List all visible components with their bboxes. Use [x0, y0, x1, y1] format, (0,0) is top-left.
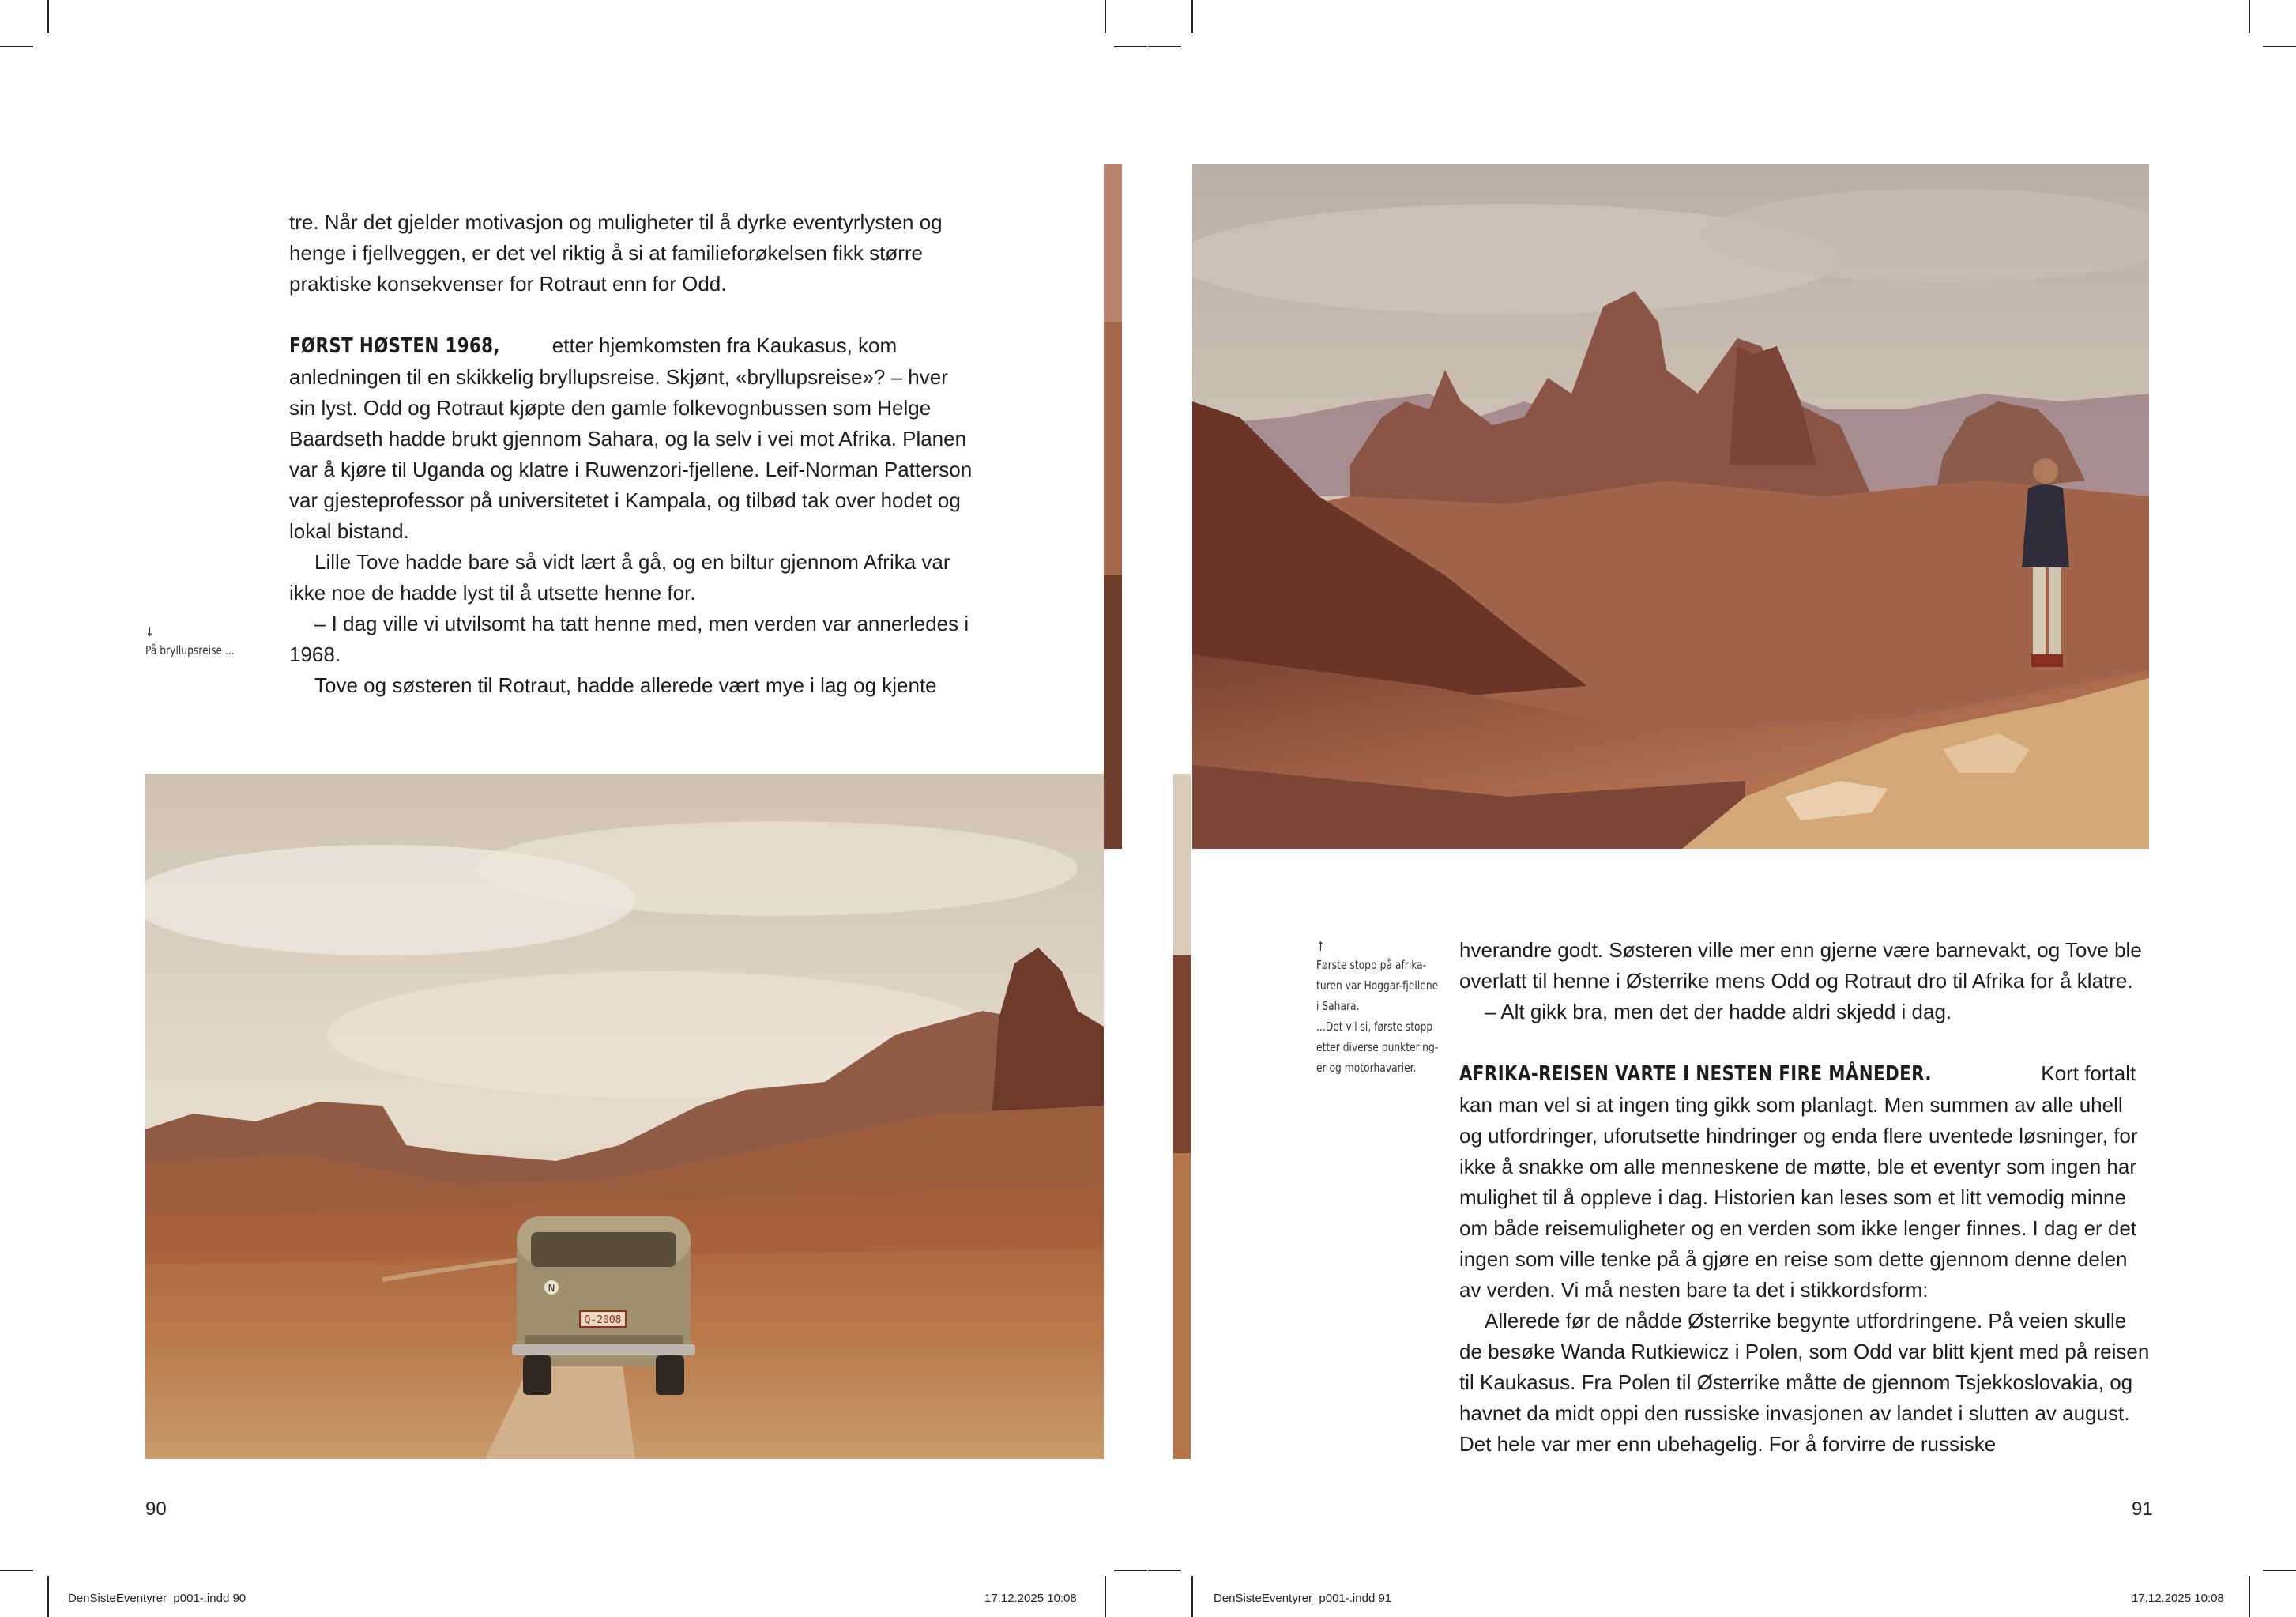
crop-mark	[2249, 0, 2250, 33]
crop-mark	[1105, 1576, 1106, 1617]
arrow-down-icon: ↓	[145, 624, 154, 639]
crop-mark	[47, 1576, 49, 1617]
section-lead: FØRST HØSTEN 1968,	[289, 334, 500, 358]
crop-mark	[0, 46, 33, 47]
caption-text: På bryllupsreise ...	[145, 643, 235, 658]
crop-mark	[0, 1570, 33, 1571]
crop-mark	[1114, 1570, 1147, 1571]
crop-mark	[1191, 1576, 1193, 1617]
paragraph: tre. Når det gjelder motivasjon og muligheter til å dyrke eventyrlysten og henge i fjellveggen, er det vel riktig å si at familieforøkelsen fikk større praktiske konsekvenser for Rotraut enn for Odd.	[289, 210, 943, 296]
crop-mark	[1148, 1570, 1181, 1571]
caption-line: etter diverse punktering-	[1316, 1040, 1439, 1054]
slug-date: 17.12.2025 10:08	[984, 1592, 1077, 1605]
paragraph: – Alt gikk bra, men det der hadde aldri skjedd i dag.	[1485, 1000, 1952, 1023]
paragraph: – I dag ville vi utvilsomt ha tatt henne med, men verden var annerledes i 1968.	[289, 612, 969, 666]
right-page	[1148, 0, 2296, 1617]
caption-line: turen var Hoggar-fjellene	[1316, 978, 1439, 993]
van-plate: Q-2008	[584, 1314, 622, 1326]
crop-mark	[1191, 0, 1193, 33]
crop-mark	[2249, 1576, 2250, 1617]
photo-strip	[1104, 164, 1122, 849]
section-text: Kort fortalt kan man vel si at ingen ting gikk som planlagt. Men summen av alle uhell og utfordringer, uforutsette hindringer og enda flere uventede løsninger, for ikke å snakke om alle menneskene de møtte, ble et eventyr som ingen har mulighet til å oppleve i dag. Historien kan leses som et litt vemodig minne om både reisemuligheter og en verden som ikke lenger finnes. I dag er det ingen som ville tenke på å gjøre en reise som dette gjennom denne delen av verden. Vi må nesten bare ta det i stikkordsform:	[1459, 1061, 2138, 1302]
page-number: 90	[145, 1498, 167, 1520]
right-body-text	[1459, 935, 2150, 1460]
photo-caption	[145, 624, 235, 661]
section-paragraph	[289, 330, 980, 547]
slug-date: 17.12.2025 10:08	[2132, 1592, 2224, 1605]
crop-mark	[2263, 46, 2296, 47]
caption-line: Første stopp på afrika-	[1316, 958, 1427, 972]
crop-mark	[47, 0, 49, 33]
crop-mark	[1105, 0, 1106, 33]
van-badge: N	[548, 1283, 555, 1294]
page-number: 91	[2132, 1498, 2153, 1520]
caption-line: ...Det vil si, første stopp	[1316, 1020, 1433, 1034]
section-lead: AFRIKA-REISEN VARTE I NESTEN FIRE MÅNEDER.	[1459, 1062, 1932, 1086]
paragraph: hverandre godt. Søsteren ville mer enn gjerne være barnevakt, og Tove ble overlatt til henne i Østerrike mens Odd og Rotraut dro til Afrika for å klatre.	[1459, 938, 2142, 993]
caption-line: er og motorhavarier.	[1316, 1061, 1417, 1075]
slug-file: DenSisteEventyrer_p001-.indd 91	[1214, 1592, 1392, 1605]
section-text: etter hjemkomsten fra Kaukasus, kom anledningen til en skikkelig bryllupsreise. Skjønt, «bryllupsreise»? – hver sin lyst. Odd og Rotraut kjøpte den gamle folkevognbussen som Helge Baardseth hadde brukt gjennom Sahara, og la selv i vei mot Afrika. Planen var å kjøre til Uganda og klatre i Ruwenzori-fjellene. Leif-Norman Patterson var gjesteprofessor på universitetet i Kampala, og tilbød tak over hodet og lokal bistand.	[289, 334, 973, 543]
slug-file: DenSisteEventyrer_p001-.indd 90	[68, 1592, 247, 1605]
paragraph: Allerede før de nådde Østerrike begynte utfordringene. På veien skulle de besøke Wanda Rutkiewicz i Polen, som Odd var blitt kjent med på reisen til Kaukasus. Fra Polen til Østerrike måtte de gjennom Tsjekkoslovakia, og havnet da midt oppi den russiske invasjonen av landet i slutten av august. Det hele var mer enn ubehagelig. For å forvirre de russiske	[1459, 1309, 2150, 1456]
van-desert-photo	[145, 774, 1104, 1459]
caption-line: i Sahara.	[1316, 999, 1360, 1013]
photo-caption	[1316, 939, 1438, 1078]
photo-strip	[1173, 774, 1191, 1459]
paragraph: Lille Tove hadde bare så vidt lært å gå, og en biltur gjennom Afrika var ikke noe de hadde lyst til å utsette henne for.	[289, 550, 950, 605]
crop-mark	[1148, 46, 1181, 47]
left-body-text	[289, 207, 980, 701]
section-paragraph	[1459, 1058, 2150, 1306]
crop-mark	[1114, 46, 1147, 47]
hoggar-mountains-photo	[1192, 164, 2149, 849]
paragraph: Tove og søsteren til Rotraut, hadde allerede vært mye i lag og kjente	[314, 673, 937, 697]
crop-mark	[2263, 1570, 2296, 1571]
arrow-up-icon: ↑	[1316, 939, 1325, 954]
